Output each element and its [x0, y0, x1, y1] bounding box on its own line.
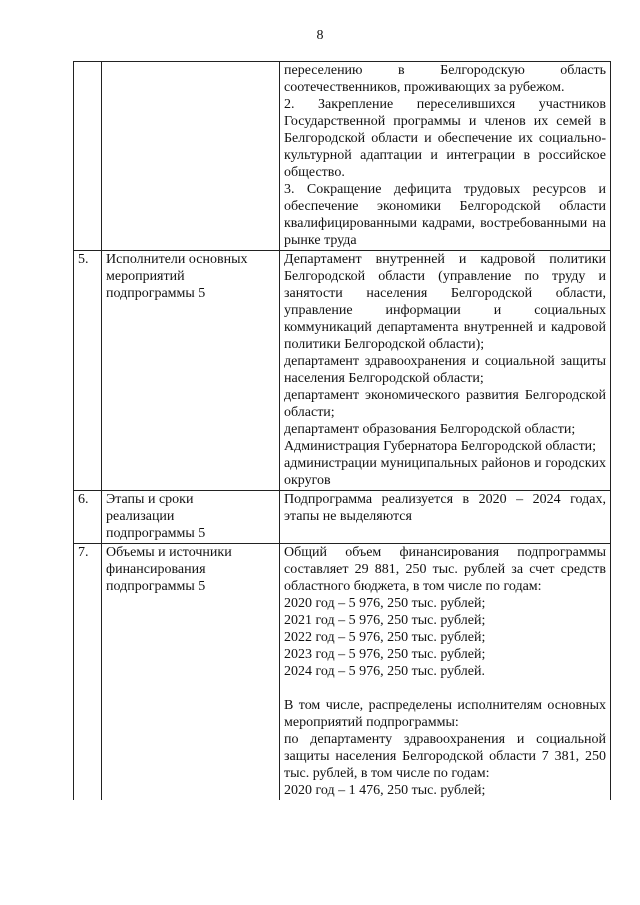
row-label: Этапы и сроки реализации подпрограммы 5	[102, 491, 280, 544]
row-number	[74, 62, 102, 251]
financing-intro: Общий объем финансирования подпрограммы составляет 29 881, 250 тыс. рублей за счет средств областного бюджета, в том числе по годам:	[284, 545, 606, 594]
list-item: Подпрограмма реализуется в 2020 – 2024 годах, этапы не выделяются	[284, 492, 606, 524]
row-content	[280, 544, 611, 801]
row-label: Объемы и источники финансирования подпрограммы 5	[102, 544, 280, 801]
subprogram-passport-table	[73, 61, 611, 800]
year-amount: 2024 год – 5 976, 250 тыс. рублей.	[284, 664, 485, 679]
table-row-stages	[74, 491, 611, 544]
dept-health-financing: по департаменту здравоохранения и социальной защиты населения Белгородской области 7 381, 250 тыс. рублей, в том числе по годам:	[284, 732, 606, 781]
list-item: 2. Закрепление переселившихся участников Государственной программы и членов их семей в Белгородской области и обеспечение их социально-культурной адаптации и интеграции в российское общество.	[284, 97, 606, 180]
list-item: 3. Сокращение дефицита трудовых ресурсов и обеспечение экономики Белгородской области квалифицированными кадрами, востребованными на рынке труда	[284, 182, 606, 248]
row-content	[280, 62, 611, 251]
list-item: Департамент внутренней и кадровой политики Белгородской области (управление по труду и занятости населения Белгородской области, управление информации и социальных коммуникаций департамента внутренней и кадровой политики Белгородской области);	[284, 252, 606, 352]
list-item: администрации муниципальных районов и городских округов	[284, 456, 606, 488]
list-item: департамент экономического развития Белгородской области;	[284, 388, 606, 420]
row-content	[280, 251, 611, 491]
row-number: 6.	[74, 491, 102, 544]
year-amount: 2023 год – 5 976, 250 тыс. рублей;	[284, 647, 486, 662]
distribution-note: В том числе, распределены исполнителям основных мероприятий подпрограммы:	[284, 698, 606, 730]
year-amount: 2021 год – 5 976, 250 тыс. рублей;	[284, 613, 486, 628]
row-number: 5.	[74, 251, 102, 491]
table-row-tasks-continued	[74, 62, 611, 251]
table-row-financing	[74, 544, 611, 801]
page-number: 8	[316, 28, 324, 43]
row-label: Исполнители основных мероприятий подпрограммы 5	[102, 251, 280, 491]
content-line: переселению в Белгородскую область	[284, 63, 606, 78]
table-row-executors	[74, 251, 611, 491]
list-item: департамент образования Белгородской области;	[284, 422, 576, 437]
content-line: соотечественников, проживающих за рубежом.	[284, 80, 565, 95]
list-item: Администрация Губернатора Белгородской области;	[284, 439, 597, 454]
year-amount: 2022 год – 5 976, 250 тыс. рублей;	[284, 630, 486, 645]
row-content	[280, 491, 611, 544]
year-amount: 2020 год – 1 476, 250 тыс. рублей;	[284, 783, 486, 798]
row-label	[102, 62, 280, 251]
year-amount: 2020 год – 5 976, 250 тыс. рублей;	[284, 596, 486, 611]
row-number: 7.	[74, 544, 102, 801]
spacer	[284, 680, 606, 697]
list-item: департамент здравоохранения и социальной защиты населения Белгородской области;	[284, 354, 606, 386]
